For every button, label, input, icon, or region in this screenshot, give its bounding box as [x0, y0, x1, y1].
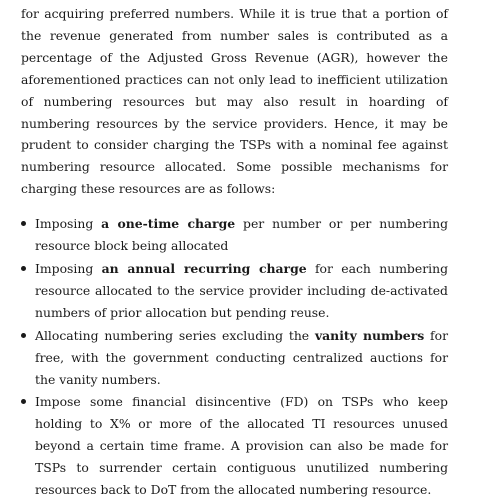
list-item [21, 391, 448, 501]
list-item-text: per number or per numbering resource block being allocated [35, 216, 449, 254]
charging-mechanisms-list [21, 213, 448, 501]
list-item-emphasis: vanity numbers [314, 327, 425, 343]
list-item-emphasis: an annual recurring charge [101, 260, 307, 276]
list-item-text: for free, with the government conducting centralized auctions for the vanity numbers. [35, 327, 448, 387]
bullet-icon [21, 221, 26, 226]
list-item [21, 213, 448, 257]
list-item-text: Allocating numbering series excluding the [35, 327, 315, 343]
list-item-emphasis: a one-time charge [101, 216, 236, 232]
list-item [21, 325, 448, 391]
list-item-text: Impose some financial disincentive (FD) on TSPs who keep holding to X% or more of the allocated TI resources unused beyond a certain time frame. A provision can also be made for TSPs to surrender certain contiguous unutilized numbering resources back to DoT from the allocated numbering resource. [35, 394, 448, 498]
bullet-icon [21, 399, 26, 404]
list-item-text: Imposing [35, 260, 102, 276]
list-item-text: Imposing [35, 216, 102, 232]
list-item [21, 258, 448, 324]
list-item-text: for each numbering resource allocated to the service provider including de-activated numbers of prior allocation but pending reuse. [35, 260, 448, 320]
body-paragraph: for acquiring preferred numbers. While it is true that a portion of the revenue generated from number sales is contributed as a percentage of the Adjusted Gross Revenue (AGR), however the aforementioned practices can not only lead to inefficient utilization of numbering resources but may also result in hoarding of numbering resources by the service providers. Hence, it may be prudent to consider charging the TSPs with a nominal fee against numbering resource allocated. Some possible mechanisms for charging these resources are as follows: [21, 6, 448, 197]
bullet-icon [21, 333, 26, 338]
bullet-icon [21, 266, 26, 271]
